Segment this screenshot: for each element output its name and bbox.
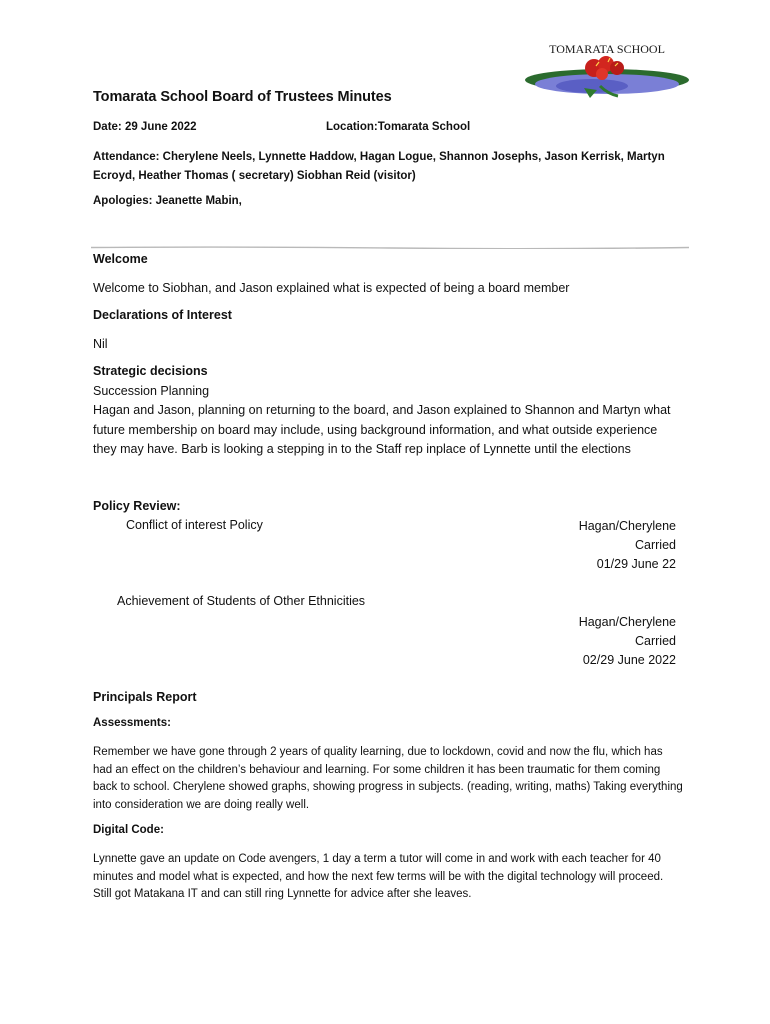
policy-status: Carried (635, 634, 676, 648)
section-divider (91, 236, 689, 239)
logo-text: TOMARATA SCHOOL (549, 42, 665, 56)
digital-code-heading: Digital Code: (93, 824, 164, 836)
apologies-list: Apologies: Jeanette Mabin, (93, 195, 242, 207)
meeting-location: Location:Tomarata School (326, 121, 471, 133)
welcome-text: Welcome to Siobhan, and Jason explained what is expected of being a board member (93, 281, 570, 295)
attendance-list: Attendance: Cherylene Neels, Lynnette Haddow, Hagan Logue, Shannon Josephs, Jason Kerrisk, Martyn Ecroyd, Heather Thomas ( secretary) Siobhan Reid (visitor) (93, 151, 665, 182)
policy-movers: Hagan/Cherylene (578, 615, 676, 629)
logo-graphic (522, 38, 692, 100)
digital-code-text: Lynnette gave an update on Code avengers, 1 day a term a tutor will come in and work with each teacher for 40 minutes and model what is expected, and how the next few terms will be with the digital technology will proceed. Still got Matakana IT and can still ring Lynnette for advice after she leaves. (93, 853, 664, 900)
declarations-heading: Declarations of Interest (93, 308, 232, 322)
school-logo (522, 38, 692, 100)
policy-ref: 02/29 June 2022 (582, 653, 676, 667)
assessments-heading: Assessments: (93, 717, 171, 729)
principals-report-heading: Principals Report (93, 690, 197, 704)
strategic-text: Hagan and Jason, planning on returning to the board, and Jason explained to Shannon and Martyn what future membership on board may include, using background information, and what outside experience they may have. Barb is looking a stepping in to the Staff rep inplace of Lynnette until the elections (93, 403, 671, 456)
assessments-text: Remember we have gone through 2 years of quality learning, due to lockdown, covid and now the flu, which has had an effect on the children’s behaviour and learning. For some children it has been traumatic for them coming back to school. Cherylene showed graphs, showing progress in subjects. (reading, writing, maths) Taking everything into consideration we are doing really well. (93, 746, 683, 811)
document-title: Tomarata School Board of Trustees Minutes (93, 89, 392, 105)
meeting-date: Date: 29 June 2022 (93, 121, 197, 133)
welcome-heading: Welcome (93, 252, 148, 266)
policy-item-name: Conflict of interest Policy (126, 518, 263, 532)
policy-ref: 01/29 June 22 (596, 557, 676, 571)
policy-status: Carried (635, 538, 676, 552)
policy-item-outcome (579, 517, 676, 574)
policy-item-outcome (579, 613, 676, 670)
policy-movers: Hagan/Cherylene (578, 519, 676, 533)
strategic-subheading: Succession Planning (93, 384, 210, 398)
strategic-heading: Strategic decisions (93, 364, 208, 378)
policy-review-heading: Policy Review: (93, 499, 181, 513)
declarations-text: Nil (93, 337, 108, 351)
policy-item-name: Achievement of Students of Other Ethnicities (117, 594, 366, 608)
